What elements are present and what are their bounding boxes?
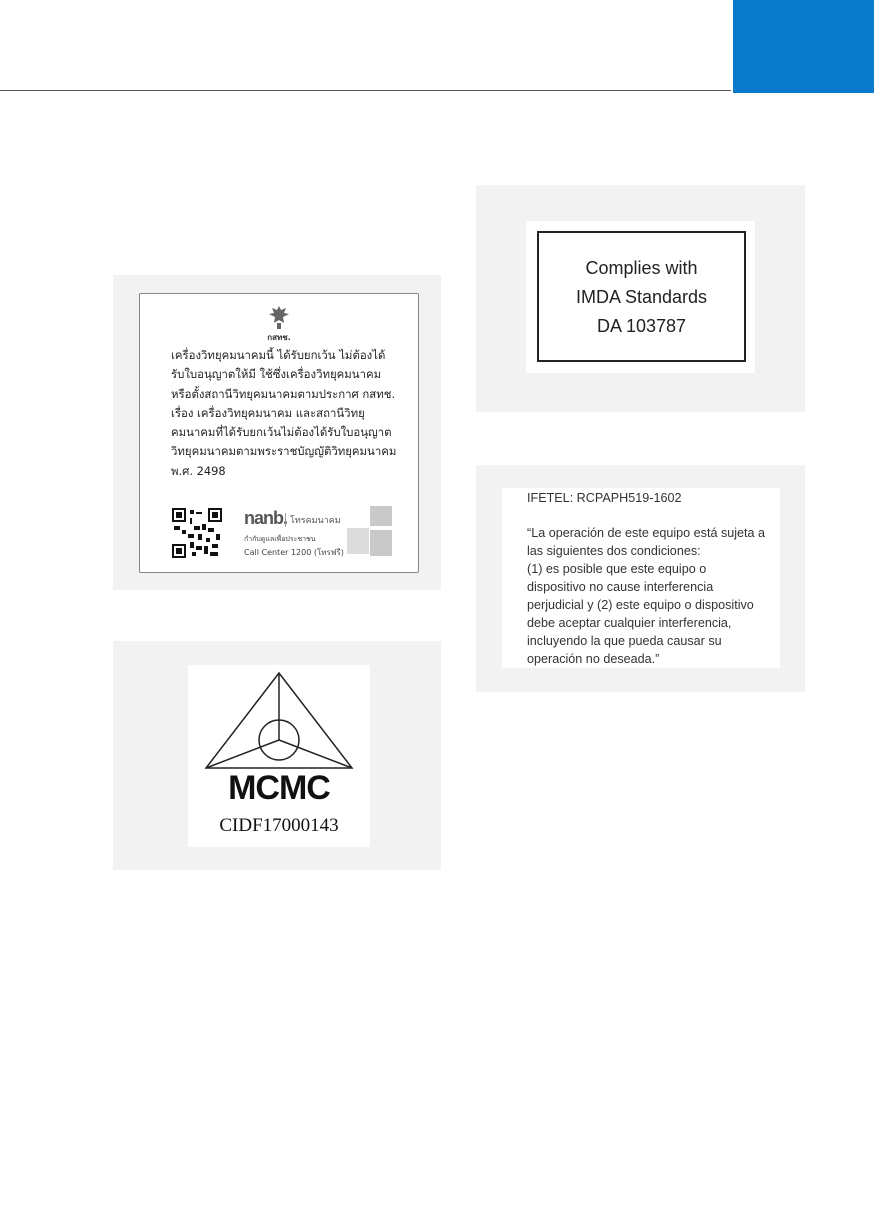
decorative-box: [370, 506, 392, 526]
ifetel-line: debe aceptar cualquier interferencia,: [527, 616, 732, 630]
mcmc-cert-id: CIDF17000143: [219, 815, 339, 836]
mcmc-wordmark: MCMC: [228, 769, 330, 807]
ifetel-label-panel: [476, 465, 805, 692]
ifetel-line: (1) es posible que este equipo o: [527, 562, 707, 576]
ifetel-line: las siguientes dos condiciones:: [527, 544, 701, 558]
ifetel-line: “La operación de este equipo está sujeta a: [527, 526, 766, 540]
ifetel-line: perjudicial y (2) este equipo o dispositivo: [527, 598, 754, 612]
thai-label-panel: [113, 275, 441, 590]
thai-notice-text: [171, 346, 416, 481]
thai-line: พ.ศ. 2498: [171, 463, 226, 478]
ifetel-label-card: [502, 488, 780, 668]
call-center-text: Call Center 1200 (โทรฟรี): [244, 548, 344, 557]
decorative-box: [347, 528, 369, 554]
mcmc-logo-icon: [188, 665, 370, 775]
ifetel-line: operación no deseada.”: [527, 652, 660, 666]
nbtc-department: โทรคมนาคม: [285, 513, 341, 527]
ifetel-line: incluyendo la que pueda causar su: [527, 634, 722, 648]
decorative-box: [370, 530, 392, 556]
imda-label-card: [526, 221, 755, 373]
mcmc-label-card: [188, 665, 370, 847]
mcmc-label-panel: [113, 641, 441, 870]
imda-line: IMDA Standards: [575, 287, 708, 307]
imda-line: Complies with: [585, 258, 698, 278]
thai-label-card: [139, 293, 419, 573]
ifetel-id: IFETEL: RCPAPH519-1602: [527, 491, 682, 505]
thai-line: เรื่อง เครื่องวิทยุคมนาคม และสถานีวิทยุ: [171, 405, 365, 420]
imda-border-box: [537, 231, 746, 362]
nbtc-slogan: กำกับดูแลเพื่อประชาชน: [244, 535, 316, 543]
emblem-label: กสทช.: [267, 333, 291, 342]
nbtc-logo: nanb.: [244, 508, 287, 528]
thai-line: คมนาคมที่ได้รับยกเว้นไม่ต้องได้รับใบอนุญาต: [171, 425, 392, 440]
thai-line: เครื่องวิทยุคมนาคมนี้ ได้รับยกเว้น ไม่ต้องได้: [171, 348, 386, 362]
ifetel-line: dispositivo no cause interferencia: [527, 580, 714, 594]
qr-code-icon: [172, 508, 222, 558]
imda-line: DA 103787: [596, 316, 687, 336]
thai-line: รับใบอนุญาตให้มี ใช้ซึ่งเครื่องวิทยุคมนาคม: [171, 367, 382, 382]
chapter-tab: [733, 0, 874, 93]
garuda-emblem-icon: [268, 304, 290, 330]
imda-label-panel: [476, 185, 805, 412]
header-rule: [0, 90, 731, 91]
thai-line: หรือตั้งสถานีวิทยุคมนาคมตามประกาศ กสทช.: [171, 386, 396, 401]
thai-line: วิทยุคมนาคมตามพระราชบัญญัติวิทยุคมนาคม: [171, 444, 397, 459]
